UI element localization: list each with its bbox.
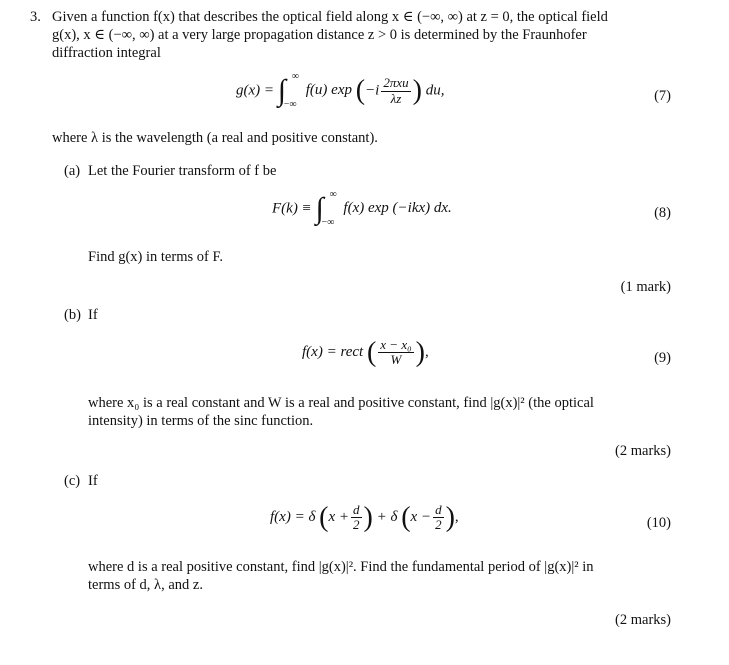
eq10-frac1-num: d [353,502,360,517]
eq10-term1: x + [328,509,350,526]
eq7-lhs: g(x) = [236,82,275,99]
eq9-frac-num: x − x₀ [380,337,412,352]
eq8-body: f(x) exp (−ikx) dx. [343,200,452,217]
part-b-task-line-2: intensity) in terms of the sinc function. [88,413,314,429]
where-lambda: where λ is the wavelength (a real and positive constant). [52,130,378,146]
eq7-frac-den: λz [390,90,402,106]
equation-9: f(x) = rect ( $\frac{\text{x − x₀}}{W}$ ), [302,336,429,368]
eq10-fraction-1 [351,503,362,533]
part-c-label: (c) [64,473,81,489]
question-number: 3. [30,9,41,25]
part-c-marks: (2 marks) [615,612,671,628]
integral-sign: ∫ ∞ −∞ [315,189,337,228]
part-a-task: Find g(x) in terms of F. [88,249,223,265]
part-b-task-line-1: where x₀ is a real constant and W is a real and positive constant, find |g(x)|² (the optical [88,395,594,411]
eq9-tail: , [424,344,429,361]
part-c-intro: If [88,473,98,489]
eq10-term2: x − [410,509,432,526]
eq8-lhs: F(k) ≡ [272,200,312,217]
eq8-lower-limit: −∞ [321,217,335,228]
eq7-minus-i: −i [365,82,380,99]
equation-10-number: (10) [646,515,671,531]
eq10-frac2-den: 2 [435,517,442,533]
part-a-marks: (1 mark) [620,279,671,295]
eq10-fraction-2 [433,503,444,533]
eq10-mid: + δ [376,509,398,526]
eq7-body: f(u) exp [305,82,352,99]
part-c-task-line-2: terms of d, λ, and z. [88,577,203,593]
eq7-du: du, [425,82,445,99]
part-a-intro: Let the Fourier transform of f be [88,163,277,179]
eq10-frac1-den: 2 [353,517,360,533]
intro-line-3: diffraction integral [52,45,161,61]
equation-10: f(x) = δ (x + $\frac{d}{2}$ ) + δ (x − $\frac{d}{2}$ ), [270,501,459,533]
equation-8-number: (8) [654,205,671,221]
part-b-marks: (2 marks) [615,443,671,459]
eq9-lhs: f(x) = rect [302,344,364,361]
intro-line-1: Given a function f(x) that describes the optical field along x ∈ (−∞, ∞) at z = 0, the optical field [52,9,608,25]
eq7-frac-num: 2πxu [383,75,409,91]
eq7-lower-limit: −∞ [283,99,297,110]
eq9-fraction [378,338,413,368]
eq8-upper-limit: ∞ [329,189,337,200]
equation-7: g(x) = ∫ ∞ −∞ f(u) exp (−i $\frac{\text{2πxu}}{\lambda z}$ ) du, [236,71,445,110]
eq10-lhs: f(x) = δ [270,509,316,526]
part-c-task-line-1: where d is a real positive constant, find |g(x)|². Find the fundamental period of |g(x)|² in [88,559,594,575]
part-a-label: (a) [64,163,81,179]
equation-9-number: (9) [654,350,671,366]
part-b-intro: If [88,307,98,323]
eq10-frac2-num: d [435,502,442,517]
equation-8 [272,189,452,228]
part-b-label: (b) [64,307,81,323]
eq7-upper-limit: ∞ [291,71,299,82]
intro-line-2: g(x), x ∈ (−∞, ∞) at a very large propagation distance z > 0 is determined by the Fraunhofer [52,27,587,43]
eq10-tail: , [454,509,459,526]
eq9-frac-den: W [390,352,402,368]
integral-sign: ∫ ∞ −∞ [277,71,299,110]
eq7-fraction [381,76,410,106]
equation-7-number: (7) [654,88,671,104]
